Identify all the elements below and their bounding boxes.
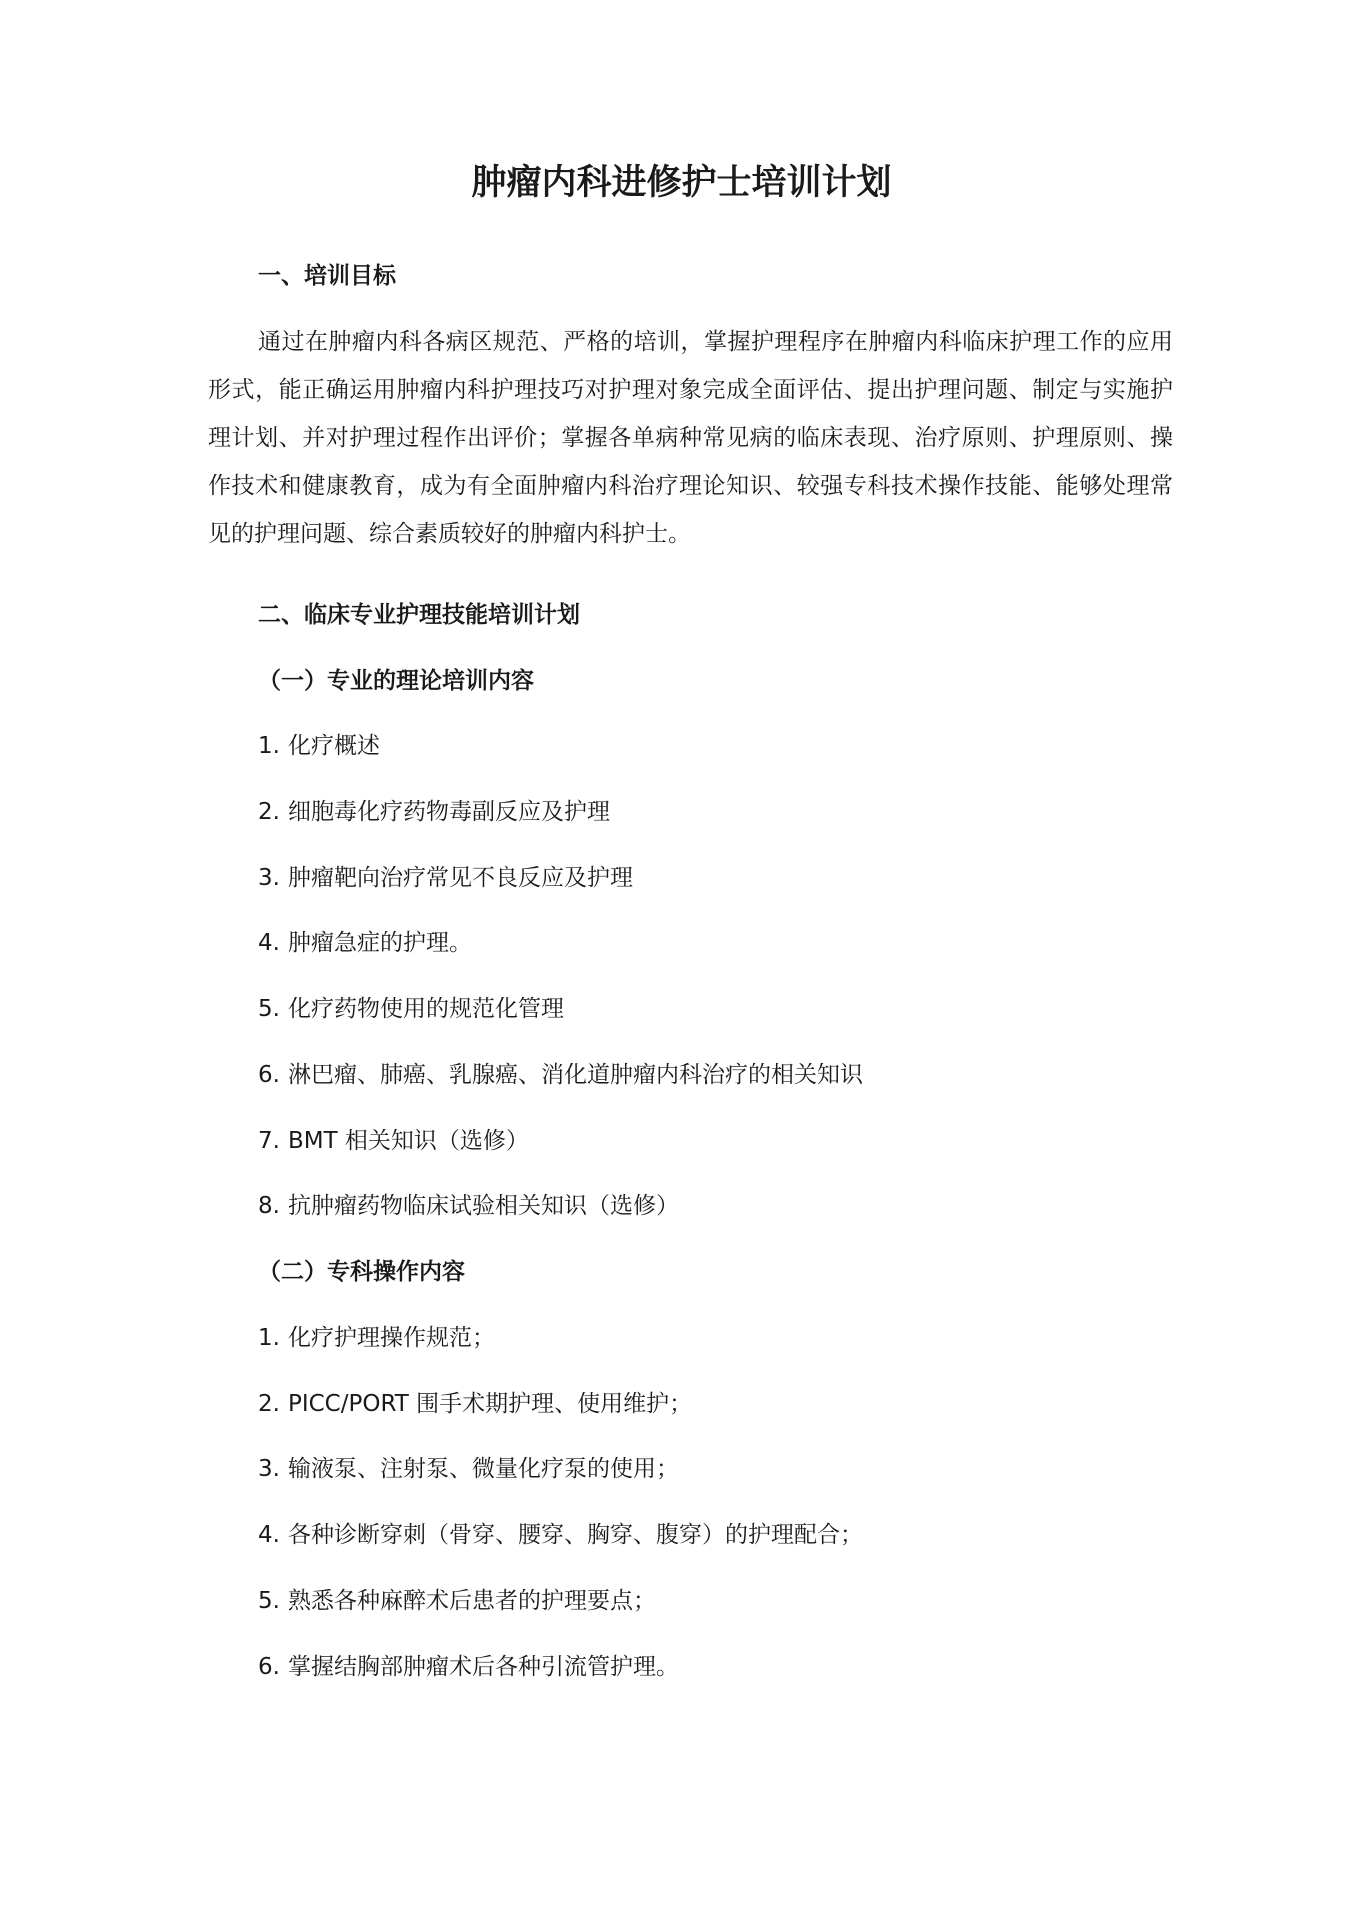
list-item-text: 化疗概述 <box>287 733 380 759</box>
list-item-text: 肿瘤急症的护理。 <box>287 930 472 956</box>
list-item <box>258 1453 679 1485</box>
list-item <box>258 1125 529 1157</box>
list-item <box>258 1190 679 1222</box>
list-item-text: 肿瘤靶向治疗常见不良反应及护理 <box>287 865 633 891</box>
list-item-number: 6. <box>258 1062 280 1088</box>
list-item <box>258 730 380 762</box>
list-item-number: 3. <box>258 865 280 891</box>
list-item <box>258 927 472 959</box>
list-item-number: 2. <box>258 799 280 825</box>
list-item-number: 8. <box>258 1193 280 1219</box>
section-heading-clinical-skills: 二、临床专业护理技能培训计划 <box>258 602 580 628</box>
list-item <box>258 1388 692 1420</box>
list-item-number: 4. <box>258 930 280 956</box>
list-item-number: 1. <box>258 733 280 759</box>
list-item <box>258 862 633 894</box>
list-item <box>258 1585 656 1617</box>
list-item <box>258 1519 863 1551</box>
list-item-text: 化疗护理操作规范； <box>287 1325 495 1351</box>
list-item-text: 抗肿瘤药物临床试验相关知识（选修） <box>287 1193 679 1219</box>
list-item-number: 5. <box>258 1588 280 1614</box>
list-item-number: 1. <box>258 1325 280 1351</box>
list-item-number: 7. <box>258 1128 280 1154</box>
list-item <box>258 1322 495 1354</box>
list-item-text: 掌握结胸部肿瘤术后各种引流管护理。 <box>287 1654 679 1680</box>
list-item <box>258 1059 863 1091</box>
list-item <box>258 1651 679 1683</box>
page-title: 肿瘤内科进修护士培训计划 <box>471 163 892 203</box>
training-goal-paragraph: 通过在肿瘤内科各病区规范、严格的培训，掌握护理程序在肿瘤内科临床护理工作的应用形式，能正确运用肿瘤内科护理技巧对护理对象完成全面评估、提出护理问题、制定与实施护理计划、并对护理过程作出评价；掌握各单病种常见病的临床表现、治疗原则、护理原则、操作技术和健康教育，成为有全面肿瘤内科治疗理论知识、较强专科技术操作技能、能够处理常见的护理问题、综合素质较好的肿瘤内科护士。 <box>208 329 1173 547</box>
list-item-number: 3. <box>258 1456 280 1482</box>
subsection-heading-operations: （二）专科操作内容 <box>258 1259 465 1285</box>
list-item-number: 5. <box>258 996 280 1022</box>
list-item-text: BMT 相关知识（选修） <box>287 1128 529 1154</box>
list-item-text: 细胞毒化疗药物毒副反应及护理 <box>287 799 610 825</box>
list-item-text: PICC/PORT 围手术期护理、使用维护； <box>287 1391 693 1417</box>
list-item-number: 4. <box>258 1522 280 1548</box>
list-item-text: 熟悉各种麻醉术后患者的护理要点； <box>287 1588 656 1614</box>
list-item-number: 2. <box>258 1391 280 1417</box>
list-item-text: 各种诊断穿刺（骨穿、腰穿、胸穿、腹穿）的护理配合； <box>287 1522 863 1548</box>
list-item <box>258 993 564 1025</box>
list-item-number: 6. <box>258 1654 280 1680</box>
section-heading-training-goal: 一、培训目标 <box>258 263 396 289</box>
subsection-heading-theory: （一）专业的理论培训内容 <box>258 668 534 694</box>
list-item-text: 化疗药物使用的规范化管理 <box>287 996 564 1022</box>
list-item <box>258 796 610 828</box>
list-item-text: 输液泵、注射泵、微量化疗泵的使用； <box>287 1456 679 1482</box>
list-item-text: 淋巴瘤、肺癌、乳腺癌、消化道肿瘤内科治疗的相关知识 <box>287 1062 863 1088</box>
